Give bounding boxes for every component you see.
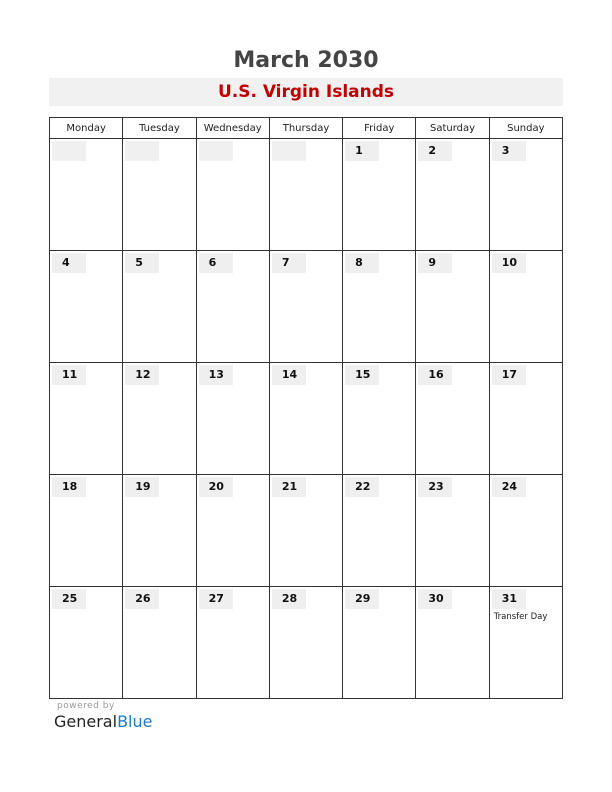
weekday-friday: Friday: [343, 118, 416, 139]
brand-part1: General: [54, 712, 118, 731]
day-cell-empty: [50, 139, 123, 251]
page-title: March 2030: [233, 48, 379, 73]
week-row: [50, 363, 563, 475]
day-cell-4: [50, 251, 123, 363]
day-number: 11: [52, 365, 86, 385]
day-cell-9: [416, 251, 489, 363]
day-number: [52, 141, 86, 161]
day-number: 10: [492, 253, 526, 273]
day-cell-24: [489, 475, 562, 587]
day-number: 13: [199, 365, 233, 385]
day-number: 8: [345, 253, 379, 273]
day-number: 6: [199, 253, 233, 273]
day-number: [199, 141, 233, 161]
day-cell-3: [489, 139, 562, 251]
week-row: [50, 139, 563, 251]
day-cell-31: [489, 587, 562, 699]
day-number: 20: [199, 477, 233, 497]
day-cell-17: [489, 363, 562, 475]
region-title: U.S. Virgin Islands: [49, 78, 563, 106]
calendar-grid: [49, 117, 563, 699]
day-cell-empty: [269, 139, 342, 251]
day-cell-19: [123, 475, 196, 587]
day-cell-11: [50, 363, 123, 475]
day-cell-25: [50, 587, 123, 699]
day-cell-7: [269, 251, 342, 363]
week-row: [50, 587, 563, 699]
day-cell-2: [416, 139, 489, 251]
day-number: 25: [52, 589, 86, 609]
day-cell-10: [489, 251, 562, 363]
weekday-saturday: Saturday: [416, 118, 489, 139]
week-row: [50, 475, 563, 587]
day-number: 28: [272, 589, 306, 609]
weekday-wednesday: Wednesday: [196, 118, 269, 139]
weekday-tuesday: Tuesday: [123, 118, 196, 139]
day-number: 26: [125, 589, 159, 609]
day-cell-6: [196, 251, 269, 363]
day-cell-5: [123, 251, 196, 363]
day-number: 7: [272, 253, 306, 273]
day-number: 2: [418, 141, 452, 161]
weekday-header-row: [50, 118, 563, 139]
day-cell-29: [343, 587, 416, 699]
day-number: 24: [492, 477, 526, 497]
day-cell-28: [269, 587, 342, 699]
day-cell-14: [269, 363, 342, 475]
day-number: 31: [492, 589, 526, 609]
day-cell-22: [343, 475, 416, 587]
day-number: 14: [272, 365, 306, 385]
day-number: 22: [345, 477, 379, 497]
day-number: 4: [52, 253, 86, 273]
day-number: 12: [125, 365, 159, 385]
day-number: 23: [418, 477, 452, 497]
day-number: 3: [492, 141, 526, 161]
day-cell-27: [196, 587, 269, 699]
day-cell-12: [123, 363, 196, 475]
day-number: 17: [492, 365, 526, 385]
day-cell-26: [123, 587, 196, 699]
weekday-sunday: Sunday: [489, 118, 562, 139]
day-number: 19: [125, 477, 159, 497]
day-cell-1: [343, 139, 416, 251]
day-number: 30: [418, 589, 452, 609]
weekday-thursday: Thursday: [269, 118, 342, 139]
day-cell-30: [416, 587, 489, 699]
day-number: 29: [345, 589, 379, 609]
day-number: 21: [272, 477, 306, 497]
day-cell-16: [416, 363, 489, 475]
day-cell-empty: [196, 139, 269, 251]
day-cell-8: [343, 251, 416, 363]
day-cell-23: [416, 475, 489, 587]
day-cell-18: [50, 475, 123, 587]
day-number: 15: [345, 365, 379, 385]
event-label: Transfer Day: [493, 612, 548, 622]
week-row: [50, 251, 563, 363]
day-number: 18: [52, 477, 86, 497]
powered-by-label: powered by: [57, 701, 115, 711]
day-number: 5: [125, 253, 159, 273]
brand-part2: Blue: [117, 712, 153, 731]
day-number: 1: [345, 141, 379, 161]
weekday-monday: Monday: [50, 118, 123, 139]
day-cell-20: [196, 475, 269, 587]
day-number: [125, 141, 159, 161]
day-number: [272, 141, 306, 161]
day-cell-21: [269, 475, 342, 587]
day-number: 9: [418, 253, 452, 273]
day-number: 27: [199, 589, 233, 609]
day-cell-15: [343, 363, 416, 475]
day-cell-13: [196, 363, 269, 475]
brand-logo[interactable]: [54, 712, 152, 731]
day-number: 16: [418, 365, 452, 385]
day-cell-empty: [123, 139, 196, 251]
